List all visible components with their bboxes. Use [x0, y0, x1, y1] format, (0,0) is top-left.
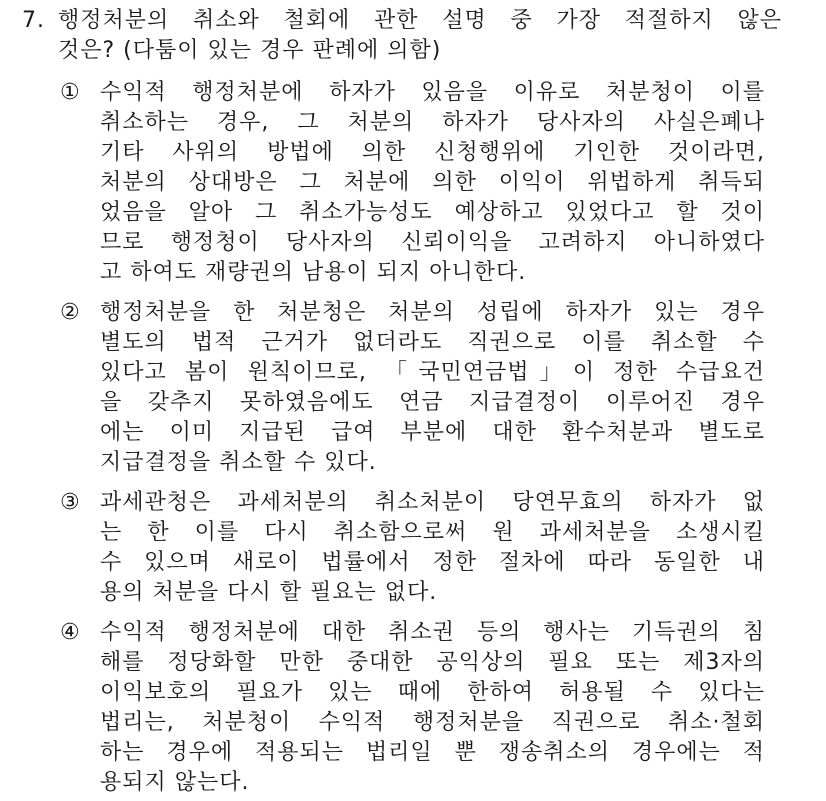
option-text-line: 지급결정을 취소할 수 있다. — [100, 450, 377, 475]
option-text-line: 수 있으며 새로이 법률에서 정한 절차에 따라 동일한 내 — [100, 550, 765, 575]
option-text-line: 기타 사위의 방법에 의한 신청행위에 기인한 것이라면, — [100, 140, 765, 165]
answer-option-1 — [60, 78, 765, 288]
option-text-line: 하는 경우에 적용되는 법리일 뿐 쟁송취소의 경우에는 적 — [100, 740, 765, 765]
option-text-line: 별도의 법적 근거가 없더라도 직권으로 이를 취소할 수 — [100, 330, 765, 355]
question-stem — [58, 6, 782, 66]
option-text — [100, 298, 765, 478]
option-text-line: 었음을 알아 그 취소가능성도 예상하고 있었다고 할 것이 — [100, 200, 765, 225]
option-text-line: 처분의 상대방은 그 처분에 의한 이익이 위법하게 취득되 — [100, 170, 765, 195]
answer-option-2 — [60, 298, 765, 478]
option-text-line: 수익적 행정처분에 하자가 있음을 이유로 처분청이 이를 — [100, 80, 765, 105]
option-text-line: 취소하는 경우, 그 처분의 하자가 당사자의 사실은폐나 — [100, 110, 765, 135]
option-text-line: 을 갖추지 못하였음에도 연금 지급결정이 이루어진 경우 — [100, 390, 765, 415]
option-text-line: 해를 정당화할 만한 중대한 공익상의 필요 또는 제3자의 — [100, 650, 765, 675]
option-text-line: 있다고 봄이 원칙이므로, 「국민연금법」이 정한 수급요건 — [100, 360, 765, 385]
answer-option-4 — [60, 618, 765, 798]
option-text-line: 이익보호의 필요가 있는 때에 한하여 허용될 수 있다는 — [100, 680, 765, 705]
answer-options — [60, 78, 765, 798]
option-text — [100, 618, 765, 798]
option-text-line: 고 하여도 재량권의 남용이 되지 아니한다. — [100, 260, 527, 285]
option-text-line: 므로 행정청이 당사자의 신뢰이익을 고려하지 아니하였다 — [100, 230, 765, 255]
option-text-line: 용의 처분을 다시 할 필요는 없다. — [100, 580, 438, 605]
option-text — [100, 488, 765, 608]
question-block — [22, 6, 784, 66]
option-text-line: 수익적 행정처분에 대한 취소권 등의 행사는 기득권의 침 — [100, 620, 765, 645]
option-text-line: 에는 이미 지급된 급여 부분에 대한 환수처분과 별도로 — [100, 420, 765, 445]
question-stem-line: 행정처분의 취소와 철회에 관한 설명 중 가장 적절하지 않은 — [58, 8, 782, 33]
option-text-line: 는 한 이를 다시 취소함으로써 원 과세처분을 소생시킬 — [100, 520, 765, 545]
option-text-line: 용되지 않는다. — [100, 770, 250, 795]
option-marker: ② — [60, 300, 80, 325]
option-text — [100, 78, 765, 288]
option-text-line: 법리는, 처분청이 수익적 행정처분을 직권으로 취소·철회 — [100, 710, 765, 735]
answer-option-3 — [60, 488, 765, 608]
option-text-line: 행정처분을 한 처분청은 처분의 성립에 하자가 있는 경우 — [100, 300, 765, 325]
option-marker: ③ — [60, 490, 80, 515]
option-text-line: 과세관청은 과세처분의 취소처분이 당연무효의 하자가 없 — [100, 490, 765, 515]
question-number: 7. — [22, 8, 45, 33]
option-marker: ① — [60, 80, 80, 105]
question-stem-line: 것은? (다툼이 있는 경우 판례에 의함) — [58, 38, 442, 63]
option-marker: ④ — [60, 620, 80, 645]
